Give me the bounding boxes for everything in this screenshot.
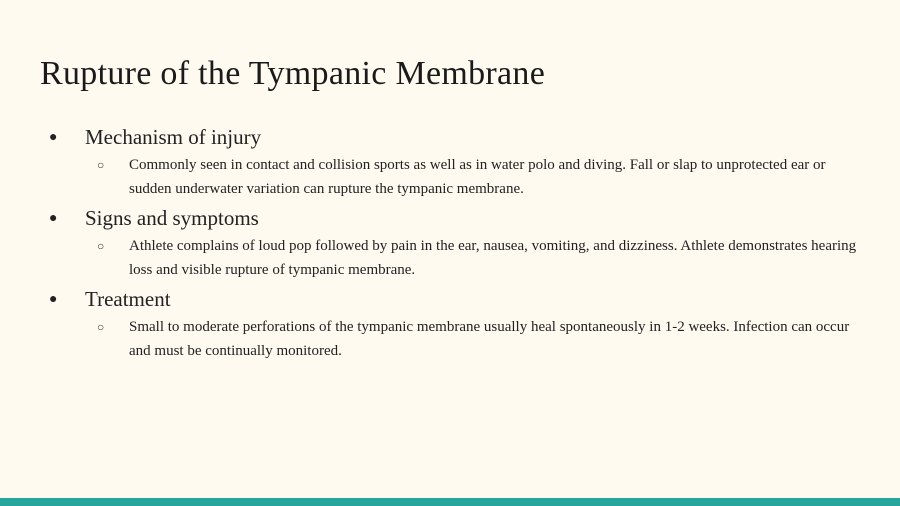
filled-bullet-icon: ● <box>49 130 58 145</box>
section-detail: Small to moderate perforations of the tympanic membrane usually heal spontaneously in 1-2 weeks. Infection can occur and must be continually monitored. <box>129 319 850 359</box>
bullet-list <box>0 122 900 365</box>
filled-bullet-icon: ● <box>49 211 58 226</box>
list-item <box>0 284 900 363</box>
hollow-bullet-icon: ○ <box>97 239 105 253</box>
section-detail-row <box>0 234 900 282</box>
section-heading-row <box>0 284 900 315</box>
filled-bullet-icon: ● <box>49 292 58 307</box>
section-detail-row <box>0 153 900 201</box>
section-heading: Treatment <box>85 287 171 311</box>
list-item <box>0 203 900 282</box>
section-heading-row <box>0 122 900 153</box>
hollow-bullet-icon: ○ <box>97 320 105 334</box>
accent-footer-bar <box>0 498 900 506</box>
section-heading: Mechanism of injury <box>85 125 262 149</box>
section-detail: Commonly seen in contact and collision sports as well as in water polo and diving. Fall or slap to unprotected ear or sudden underwater variation can rupture the tympanic membrane. <box>129 157 826 197</box>
section-heading: Signs and symptoms <box>85 206 259 230</box>
section-heading-row <box>0 203 900 234</box>
slide-title: Rupture of the Tympanic Membrane <box>40 55 546 92</box>
section-detail: Athlete complains of loud pop followed by pain in the ear, nausea, vomiting, and dizziness. Athlete demonstrates hearing loss and visible rupture of tympanic membrane. <box>129 238 857 278</box>
list-item <box>0 122 900 201</box>
hollow-bullet-icon: ○ <box>97 158 105 172</box>
section-detail-row <box>0 315 900 363</box>
